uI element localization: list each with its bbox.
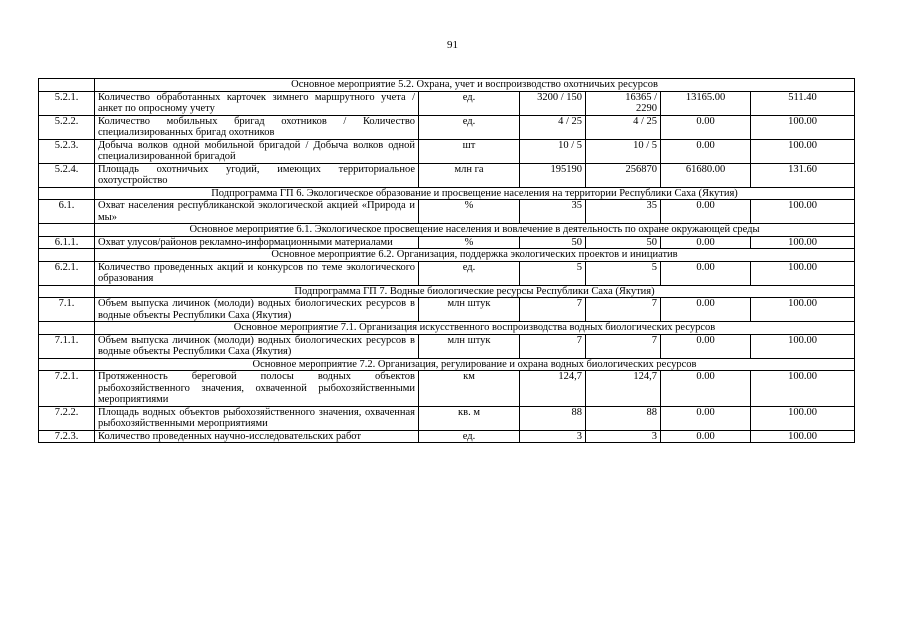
- indicator-name: Площадь охотничьих угодий, имеющих территориальное охотустройство: [95, 163, 419, 187]
- deviation-value: 0.00: [661, 334, 751, 358]
- indicator-number: 6.2.1.: [39, 261, 95, 285]
- section-number-cell: [39, 79, 95, 92]
- indicator-unit: ед.: [419, 261, 520, 285]
- section-title: Подпрограмма ГП 6. Экологическое образование и просвещение населения на территории Республики Саха (Якутия): [95, 187, 855, 200]
- plan-value: 3: [520, 430, 586, 443]
- actual-value-line: 124,7: [633, 371, 657, 382]
- section-title: Основное мероприятие 5.2. Охрана, учет и воспроизводство охотничьих ресурсов: [95, 79, 855, 92]
- actual-value: [586, 298, 661, 322]
- section-header-row: [39, 79, 855, 92]
- section-number-cell: [39, 187, 95, 200]
- section-header-row: [39, 358, 855, 371]
- plan-value: 7: [520, 334, 586, 358]
- deviation-value: 0.00: [661, 430, 751, 443]
- indicator-unit: млн штук: [419, 334, 520, 358]
- indicator-name: Охват улусов/районов рекламно-информационными материалами: [95, 236, 419, 249]
- indicator-unit: %: [419, 236, 520, 249]
- section-title: Подпрограмма ГП 7. Водные биологические ресурсы Республики Саха (Якутия): [95, 285, 855, 298]
- deviation-value: 0.00: [661, 406, 751, 430]
- indicator-name: Добыча волков одной мобильной бригадой / Добыча волков одной специализированной бригадой: [95, 139, 419, 163]
- plan-value: 7: [520, 298, 586, 322]
- table-row: [39, 371, 855, 407]
- section-header-row: [39, 285, 855, 298]
- completion-percent: 100.00: [751, 139, 855, 163]
- indicator-name: Площадь водных объектов рыбохозяйственного значения, охваченная рыбохозяйственными мероприятиями: [95, 406, 419, 430]
- completion-percent: 100.00: [751, 406, 855, 430]
- indicator-name: Объем выпуска личинок (молоди) водных биологических ресурсов в водные объекты Республики Саха (Якутия): [95, 334, 419, 358]
- actual-value-line: 50: [646, 236, 657, 248]
- indicators-table: [38, 78, 855, 443]
- actual-value: [586, 163, 661, 187]
- completion-percent: 100.00: [751, 261, 855, 285]
- actual-value-line: 3: [651, 430, 657, 442]
- indicator-name: Количество проведенных акций и конкурсов по теме экологического образования: [95, 261, 419, 285]
- actual-value: [586, 430, 661, 443]
- actual-value: [586, 371, 661, 407]
- plan-value: 4 / 25: [520, 115, 586, 139]
- actual-value: [586, 236, 661, 249]
- section-header-row: [39, 249, 855, 262]
- deviation-value: 0.00: [661, 371, 751, 407]
- indicator-name: Количество обработанных карточек зимнего маршрутного учета / анкет по опросному учету: [95, 91, 419, 115]
- section-header-row: [39, 322, 855, 335]
- actual-value-line: 2290: [636, 103, 657, 114]
- indicator-number: 6.1.1.: [39, 236, 95, 249]
- completion-percent: 100.00: [751, 430, 855, 443]
- table-row: [39, 115, 855, 139]
- actual-value: [586, 200, 661, 224]
- indicator-name: Количество проведенных научно-исследовательских работ: [95, 430, 419, 443]
- indicator-number: 5.2.4.: [39, 163, 95, 187]
- completion-percent: 100.00: [751, 236, 855, 249]
- completion-percent: 100.00: [751, 200, 855, 224]
- actual-value-line: 7: [651, 298, 657, 309]
- completion-percent: 131.60: [751, 163, 855, 187]
- indicator-name: Охват населения республиканской экологической акцией «Природа и мы»: [95, 200, 419, 224]
- deviation-value: 0.00: [661, 115, 751, 139]
- indicator-unit: млн га: [419, 163, 520, 187]
- indicator-unit: %: [419, 200, 520, 224]
- section-title: Основное мероприятие 6.1. Экологическое просвещение населения и вовлечение в деятельность по охране окружающей среды: [95, 224, 855, 237]
- plan-value: 3200 / 150: [520, 91, 586, 115]
- section-header-row: [39, 224, 855, 237]
- indicator-number: 7.2.2.: [39, 406, 95, 430]
- deviation-value: 0.00: [661, 261, 751, 285]
- indicator-unit: км: [419, 371, 520, 407]
- table-row: [39, 139, 855, 163]
- indicator-number: 5.2.2.: [39, 115, 95, 139]
- table-row: [39, 406, 855, 430]
- table-row: [39, 430, 855, 443]
- indicator-number: 7.1.: [39, 298, 95, 322]
- page-number: 91: [447, 39, 458, 51]
- indicator-name: Количество мобильных бригад охотников / Количество специализированных бригад охотников: [95, 115, 419, 139]
- deviation-value: 13165.00: [661, 91, 751, 115]
- plan-value: 124,7: [520, 371, 586, 407]
- table-row: [39, 298, 855, 322]
- actual-value: [586, 406, 661, 430]
- indicator-number: 6.1.: [39, 200, 95, 224]
- completion-percent: 100.00: [751, 115, 855, 139]
- deviation-value: 0.00: [661, 236, 751, 249]
- section-number-cell: [39, 358, 95, 371]
- actual-value: [586, 115, 661, 139]
- section-title: Основное мероприятие 6.2. Организация, поддержка экологических проектов и инициатив: [95, 249, 855, 262]
- actual-value: [586, 139, 661, 163]
- indicator-unit: ед.: [419, 115, 520, 139]
- section-number-cell: [39, 322, 95, 335]
- section-header-row: [39, 187, 855, 200]
- table-row: [39, 236, 855, 249]
- plan-value: 50: [520, 236, 586, 249]
- table-row: [39, 261, 855, 285]
- actual-value-line: 4 / 25: [633, 115, 657, 127]
- actual-value: [586, 261, 661, 285]
- indicator-unit: кв. м: [419, 406, 520, 430]
- table-row: [39, 163, 855, 187]
- completion-percent: 100.00: [751, 334, 855, 358]
- completion-percent: 511.40: [751, 91, 855, 115]
- actual-value-line: 88: [646, 406, 657, 418]
- plan-value: 35: [520, 200, 586, 224]
- indicator-unit: шт: [419, 139, 520, 163]
- table-row: [39, 200, 855, 224]
- actual-value-line: 256870: [625, 163, 657, 175]
- actual-value: [586, 91, 661, 115]
- indicator-name: Объем выпуска личинок (молоди) водных биологических ресурсов в водные объекты Республики Саха (Якутия): [95, 298, 419, 322]
- deviation-value: 0.00: [661, 298, 751, 322]
- deviation-value: 61680.00: [661, 163, 751, 187]
- indicator-unit: ед.: [419, 430, 520, 443]
- indicator-number: 7.2.1.: [39, 371, 95, 407]
- section-number-cell: [39, 285, 95, 298]
- indicator-name: Протяженность береговой полосы водных объектов рыбохозяйственного значения, охваченной рыбохозяйственными мероприятиями: [95, 371, 419, 407]
- actual-value: [586, 334, 661, 358]
- indicator-unit: млн штук: [419, 298, 520, 322]
- section-number-cell: [39, 249, 95, 262]
- plan-value: 5: [520, 261, 586, 285]
- actual-value-line: 5: [651, 261, 657, 273]
- completion-percent: 100.00: [751, 371, 855, 407]
- actual-value-line: 35: [646, 200, 657, 211]
- plan-value: 195190: [520, 163, 586, 187]
- actual-value-line: 10 / 5: [633, 139, 657, 151]
- section-number-cell: [39, 224, 95, 237]
- actual-value-line: 16365 /: [625, 91, 657, 103]
- indicator-number: 5.2.1.: [39, 91, 95, 115]
- deviation-value: 0.00: [661, 139, 751, 163]
- table-row: [39, 334, 855, 358]
- section-title: Основное мероприятие 7.1. Организация искусственного воспроизводства водных биологических ресурсов: [95, 322, 855, 335]
- actual-value-line: 7: [651, 334, 657, 346]
- indicator-number: 7.1.1.: [39, 334, 95, 358]
- completion-percent: 100.00: [751, 298, 855, 322]
- plan-value: 10 / 5: [520, 139, 586, 163]
- indicator-unit: ед.: [419, 91, 520, 115]
- deviation-value: 0.00: [661, 200, 751, 224]
- section-title: Основное мероприятие 7.2. Организация, регулирование и охрана водных биологических ресурсов: [95, 358, 855, 371]
- indicator-number: 5.2.3.: [39, 139, 95, 163]
- table-body: [39, 79, 855, 443]
- indicator-number: 7.2.3.: [39, 430, 95, 443]
- plan-value: 88: [520, 406, 586, 430]
- table-row: [39, 91, 855, 115]
